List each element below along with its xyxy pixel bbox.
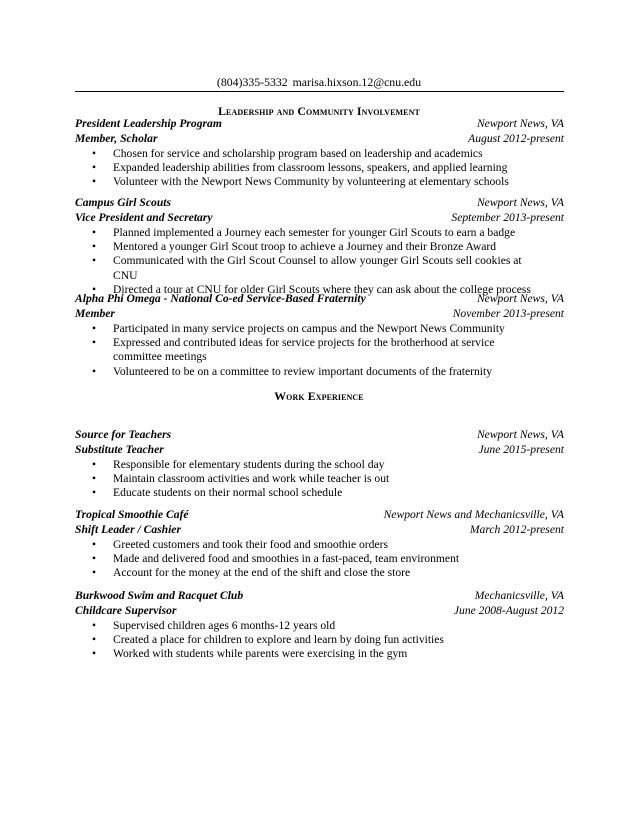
bullet-dot: •: [92, 633, 97, 647]
entry-organization: President Leadership Program: [75, 117, 222, 130]
bullet-dot: •: [92, 226, 97, 239]
bullet-item: [75, 161, 564, 175]
bullet-item: [75, 226, 564, 240]
bullet-dot: •: [92, 240, 97, 254]
bullet-item: [75, 538, 564, 552]
bullet-item: [75, 147, 564, 161]
bullet-item: [75, 458, 564, 472]
entry-dates: September 2013-present: [451, 211, 564, 224]
entry-location: Newport News, VA: [476, 117, 564, 130]
bullet-dot: •: [92, 538, 97, 551]
section-title-leadership: Leadership and Community Involvement: [218, 104, 420, 118]
bullet-text: Participated in many service projects on campus and the Newport News Community: [113, 322, 505, 335]
bullet-text: Worked with students while parents were exercising in the gym: [113, 647, 408, 661]
entry-dates: June 2008-August 2012: [453, 604, 564, 617]
bullet-item: [75, 175, 564, 189]
bullet-item: [75, 647, 564, 661]
entry-bullet-list: [75, 147, 564, 190]
bullet-text: Communicated with the Girl Scout Counsel to allow younger Girl Scouts sell cookies at CNU: [113, 254, 522, 282]
entry-dates: August 2012-present: [468, 132, 564, 145]
entry-organization: Tropical Smoothie Café: [75, 508, 189, 521]
entry-source-for-teachers: [75, 428, 564, 501]
entry-role: Substitute Teacher: [75, 443, 164, 456]
bullet-text: Expressed and contributed ideas for service projects for the brotherhood at service committee meetings: [113, 336, 495, 364]
entry-tropical-smoothie: [75, 508, 564, 581]
bullet-dot: •: [92, 161, 97, 175]
bullet-text: Maintain classroom activities and work while teacher is out: [113, 472, 390, 486]
bullet-dot: •: [92, 147, 97, 160]
contact-line: (804)335-5332 marisa.hixson.12@cnu.edu: [216, 75, 422, 89]
entry-burkwood-swim: [75, 589, 564, 662]
entry-president-leadership: [75, 117, 564, 190]
entry-organization: Campus Girl Scouts: [75, 196, 171, 209]
entry-bullet-list: [75, 226, 564, 297]
entry-location: Newport News, VA: [476, 428, 564, 441]
bullet-text: Greeted customers and took their food and smoothie orders: [113, 538, 388, 551]
entry-campus-girl-scouts: [75, 196, 564, 297]
bullet-text: Supervised children ages 6 months-12 years old: [113, 619, 336, 632]
bullet-text: Chosen for service and scholarship program based on leadership and academics: [113, 147, 483, 160]
entry-role: Shift Leader / Cashier: [75, 523, 181, 536]
entry-role: Childcare Supervisor: [75, 604, 177, 617]
bullet-dot: •: [92, 486, 97, 500]
bullet-text: Mentored a younger Girl Scout troop to achieve a Journey and their Bronze Award: [113, 240, 497, 254]
bullet-item: [75, 633, 564, 647]
bullet-dot: •: [92, 336, 97, 350]
bullet-text: Made and delivered food and smoothies in a fast-paced, team environment: [113, 552, 460, 566]
entry-role: Member: [75, 307, 115, 320]
entry-bullet-list: [75, 322, 564, 379]
bullet-text: Educate students on their normal school schedule: [113, 486, 343, 500]
bullet-dot: •: [92, 254, 97, 268]
bullet-text: Expanded leadership abilities from classroom lessons, speakers, and applied learning: [113, 161, 508, 175]
bullet-dot: •: [92, 619, 97, 632]
bullet-dot: •: [92, 647, 97, 661]
bullet-item: [75, 486, 564, 500]
entry-location: Newport News, VA: [476, 292, 564, 305]
bullet-text: Directed a tour at CNU for older Girl Scouts where they can ask about the college process: [113, 282, 531, 296]
bullet-dot: •: [92, 472, 97, 486]
bullet-item: [75, 566, 564, 580]
entry-organization: Burkwood Swim and Racquet Club: [75, 589, 244, 602]
entry-role: Vice President and Secretary: [75, 211, 213, 224]
entry-location: Newport News and Mechanicsville, VA: [383, 508, 564, 521]
bullet-text: Volunteer with the Newport News Community by volunteering at elementary schools: [113, 175, 509, 189]
bullet-text: Created a place for children to explore and learn by doing fun activities: [113, 633, 444, 647]
header-divider: [75, 91, 564, 92]
bullet-text: Planned implemented a Journey each semester for younger Girl Scouts to earn a badge: [113, 226, 516, 239]
bullet-text: Account for the money at the end of the shift and close the store: [113, 566, 411, 580]
entry-bullet-list: [75, 619, 564, 662]
entry-dates: November 2013-present: [452, 307, 564, 320]
entry-dates: June 2015-present: [478, 443, 564, 456]
bullet-text: Volunteered to be on a committee to review important documents of the fraternity: [113, 364, 493, 378]
bullet-item: [75, 322, 564, 336]
section-title-work: Work Experience: [274, 389, 364, 403]
bullet-item: [75, 365, 564, 379]
entry-dates: March 2012-present: [469, 523, 564, 536]
bullet-item: [75, 619, 564, 633]
entry-organization: Alpha Phi Omega - National Co-ed Service-Based Fraternity: [75, 292, 366, 305]
entry-location: Mechanicsville, VA: [474, 589, 564, 602]
bullet-dot: •: [92, 175, 97, 189]
bullet-dot: •: [92, 552, 97, 566]
entry-location: Newport News, VA: [476, 196, 564, 209]
bullet-dot: •: [92, 566, 97, 580]
bullet-item: [75, 254, 564, 282]
bullet-item: [75, 240, 564, 254]
entry-bullet-list: [75, 538, 564, 581]
bullet-dot: •: [92, 322, 97, 335]
bullet-item: [75, 336, 564, 364]
bullet-item: [75, 472, 564, 486]
bullet-dot: •: [92, 458, 97, 471]
entry-alpha-phi-omega: [75, 292, 564, 379]
entry-organization: Source for Teachers: [75, 428, 172, 441]
bullet-dot: •: [92, 364, 97, 378]
entry-bullet-list: [75, 458, 564, 501]
entry-role: Member, Scholar: [75, 132, 158, 145]
bullet-dot: •: [92, 282, 97, 296]
bullet-text: Responsible for elementary students during the school day: [113, 458, 385, 471]
bullet-item: [75, 552, 564, 566]
